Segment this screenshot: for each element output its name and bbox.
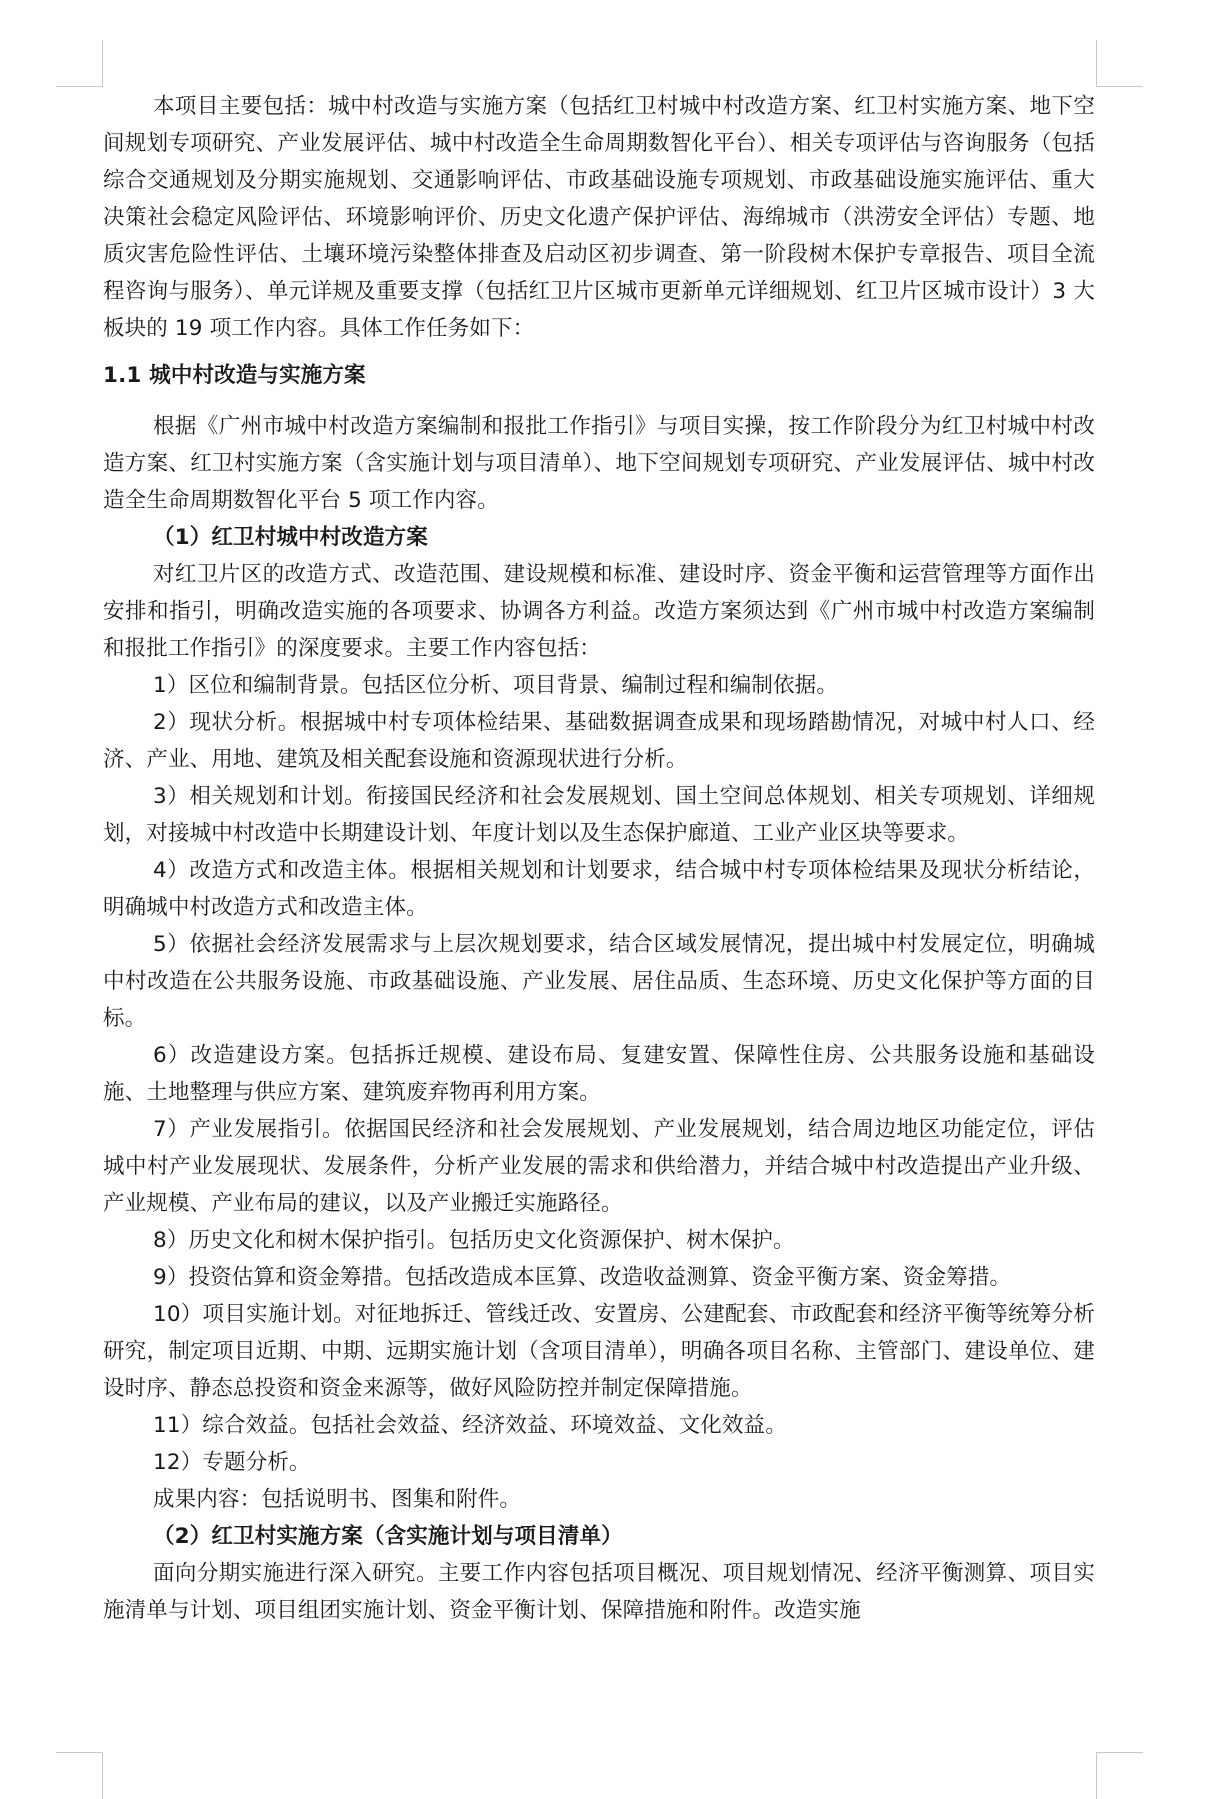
list-item: 11）综合效益。包括社会效益、经济效益、环境效益、文化效益。	[153, 1413, 787, 1438]
list-item: 3）相关规划和计划。衔接国民经济和社会发展规划、国土空间总体规划、相关专项规划、详细规划，对接城中村改造中长期建设计划、年度计划以及生态保护廊道、工业产业区块等要求。	[103, 784, 1095, 846]
list-item: 9）投资估算和资金筹措。包括改造成本匡算、改造收益测算、资金平衡方案、资金筹措。	[153, 1265, 1012, 1290]
list-item: 1）区位和编制背景。包括区位分析、项目背景、编制过程和编制依据。	[153, 673, 838, 698]
list-item: 6）改造建设方案。包括拆迁规模、建设布局、复建安置、保障性住房、公共服务设施和基础设施、土地整理与供应方案、建筑废弃物再利用方案。	[103, 1043, 1095, 1105]
list-item: 10）项目实施计划。对征地拆迁、管线迁改、安置房、公建配套、市政配套和经济平衡等统筹分析研究，制定项目近期、中期、远期实施计划（含项目清单），明确各项目名称、主管部门、建设单位、建设时序、静态总投资和资金来源等，做好风险防控并制定保障措施。	[103, 1302, 1095, 1401]
list-item: 4）改造方式和改造主体。根据相关规划和计划要求，结合城中村专项体检结果及现状分析结论，明确城中村改造方式和改造主体。	[103, 858, 1095, 920]
page-corner-mark-bottom-right	[1096, 1752, 1143, 1799]
document-page	[103, 88, 1095, 1629]
page-corner-mark-bottom-left	[56, 1752, 103, 1799]
list-item: 8）历史文化和树木保护指引。包括历史文化资源保护、树木保护。	[153, 1228, 795, 1253]
subsection-1-intro: 对红卫片区的改造方式、改造范围、建设规模和标准、建设时序、资金平衡和运营管理等方面作出安排和指引，明确改造实施的各项要求、协调各方利益。改造方案须达到《广州市城中村改造方案编制和报批工作指引》的深度要求。主要工作内容包括：	[103, 562, 1095, 661]
list-item: 2）现状分析。根据城中村专项体检结果、基础数据调查成果和现场踏勘情况，对城中村人口、经济、产业、用地、建筑及相关配套设施和资源现状进行分析。	[103, 710, 1095, 772]
page-corner-mark-top-left	[56, 40, 103, 87]
subsection-1-heading: （1）红卫村城中村改造方案	[153, 525, 428, 550]
page-corner-mark-top-right	[1096, 40, 1143, 87]
intro-paragraph: 本项目主要包括：城中村改造与实施方案（包括红卫村城中村改造方案、红卫村实施方案、地下空间规划专项研究、产业发展评估、城中村改造全生命周期数智化平台）、相关专项评估与咨询服务（包括综合交通规划及分期实施规划、交通影响评估、市政基础设施专项规划、市政基础设施实施评估、重大决策社会稳定风险评估、环境影响评价、历史文化遗产保护评估、海绵城市（洪涝安全评估）专题、地质灾害危险性评估、土壤环境污染整体排查及启动区初步调查、第一阶段树木保护专章报告、项目全流程咨询与服务）、单元详规及重要支撑（包括红卫片区城市更新单元详细规划、红卫片区城市设计）3 大板块的 19 项工作内容。具体工作任务如下：	[103, 94, 1095, 341]
subsection-2-intro: 面向分期实施进行深入研究。主要工作内容包括项目概况、项目规划情况、经济平衡测算、项目实施清单与计划、项目组团实施计划、资金平衡计划、保障措施和附件。改造实施	[103, 1561, 1095, 1623]
list-item: 5）依据社会经济发展需求与上层次规划要求，结合区域发展情况，提出城中村发展定位，明确城中村改造在公共服务设施、市政基础设施、产业发展、居住品质、生态环境、历史文化保护等方面的目标。	[103, 932, 1095, 1031]
section-heading: 1.1 城中村改造与实施方案	[103, 363, 366, 388]
outcome-line: 成果内容：包括说明书、图集和附件。	[153, 1487, 522, 1512]
list-item: 7）产业发展指引。依据国民经济和社会发展规划、产业发展规划，结合周边地区功能定位，评估城中村产业发展现状、发展条件，分析产业发展的需求和供给潜力，并结合城中村改造提出产业升级、产业规模、产业布局的建议，以及产业搬迁实施路径。	[103, 1117, 1095, 1216]
subsection-2-heading: （2）红卫村实施方案（含实施计划与项目清单）	[153, 1524, 623, 1549]
section-intro-paragraph: 根据《广州市城中村改造方案编制和报批工作指引》与项目实操，按工作阶段分为红卫村城中村改造方案、红卫村实施方案（含实施计划与项目清单）、地下空间规划专项研究、产业发展评估、城中村改造全生命周期数智化平台 5 项工作内容。	[103, 414, 1095, 513]
list-item: 12）专题分析。	[153, 1450, 311, 1475]
